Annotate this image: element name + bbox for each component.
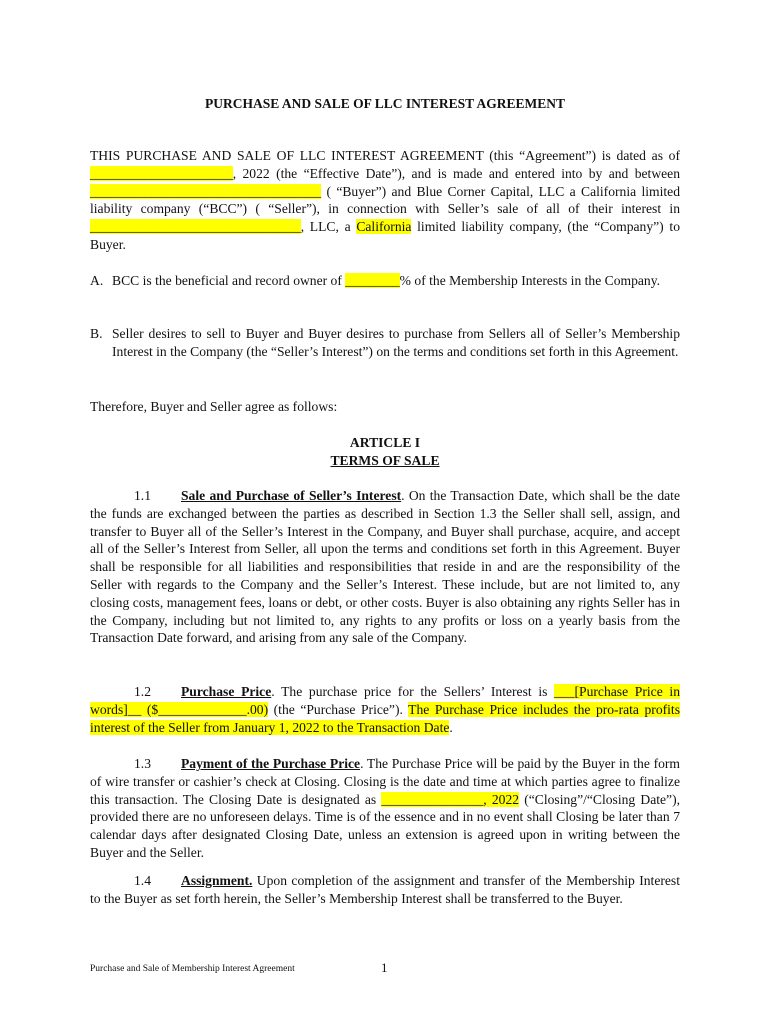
recital-a-text-2: % of the Membership Interests in the Company.: [399, 273, 661, 288]
section-1-1-text: . On the Transaction Date, which shall be the date the funds are exchanged between the parties as described in Section 1.3 the Seller shall sell, assign, and transfer to Buyer all of the Seller’s Interest in the Company, and Buyer shall purchase, acquire, and accept all of the Seller’s Interest from Seller, all upon the terms and conditions set forth in this Agreement. Buyer shall be responsible for all liabilities and responsibilities that reside in and are the responsibility of the Seller with regards to the Company and the Seller’s Interest. These include, but are not limited to, any closing costs, management fees, loans or debt, or other costs. Buyer is also obtaining any rights Seller has in the Company, including but not limited to, any rights to any profits or loss on a yearly basis from the Transaction Date forward, and arising from any sale of the Company.: [90, 488, 680, 646]
recital-a-text-1: BCC is the beneficial and record owner of: [112, 273, 346, 288]
footer-title: Purchase and Sale of Membership Interest Agreement: [90, 964, 295, 974]
section-1-2-text-2: (the “Purchase Price”).: [268, 701, 409, 717]
intro-text-2: , 2022 (the “Effective Date”), and is made and entered into by and between: [232, 165, 680, 181]
closing-date-blank[interactable]: _______________, 2022: [381, 791, 520, 807]
article-heading: [0, 452, 770, 469]
pro-rata-highlight: The Purchase Price includes the pro-rata profits interest of the Seller from January 1, 2022 to the Transaction Date: [90, 701, 680, 735]
section-1-3-text-2: (“Closing”/“Closing Date”), provided there are no unforeseen delays. Time is of the essence and in no event shall Closing be later than 7 calendar days after designated Closing Date, unless an extension is agreed upon in writing between the Buyer and the Seller.: [90, 791, 680, 860]
recital-b: [90, 325, 680, 361]
company-name-blank[interactable]: _______________________________: [90, 219, 301, 235]
intro-text-5: limited liability company, (the “Company”) to Buyer.: [90, 219, 680, 252]
section-1-4-heading: Assignment.: [181, 873, 253, 888]
recital-a-text: [112, 272, 680, 290]
recital-b-marker: B.: [90, 326, 103, 341]
intro-text-4: , LLC, a: [300, 219, 357, 235]
ownership-percent-blank[interactable]: ________: [345, 273, 400, 288]
section-1-4-number: 1.4: [134, 873, 151, 888]
article-title: TERMS OF SALE: [330, 453, 440, 468]
page-number: 1: [381, 960, 388, 975]
document-title: PURCHASE AND SALE OF LLC INTEREST AGREEMENT: [204, 96, 566, 111]
section-1-2: [90, 683, 680, 736]
intro-text-3: ( “Buyer”) and Blue Corner Capital, LLC a California limited liability company (“BCC”) ( “Seller”), in connection with Seller’s sale of all of their interest in: [90, 183, 680, 217]
section-1-2-text-3: .: [449, 719, 453, 735]
buyer-name-blank[interactable]: __________________________________: [90, 183, 322, 199]
section-1-3-text-1: . The Purchase Price will be paid by the Buyer in the form of wire transfer or cashier’s check at Closing. Closing is the date and time at which parties agree to finalize this transaction. The Closing Date is designated as: [90, 756, 680, 807]
section-1-2-text-1: . The purchase price for the Sellers’ Interest is: [271, 684, 555, 699]
intro-paragraph: [90, 147, 680, 254]
section-1-1-number: 1.1: [134, 488, 151, 503]
section-1-1-heading: Sale and Purchase of Seller’s Interest: [181, 488, 402, 503]
recital-a-marker: A.: [90, 273, 104, 288]
section-1-1: [90, 487, 680, 647]
therefore-clause: Therefore, Buyer and Seller agree as follows:: [90, 399, 338, 414]
section-1-2-number: 1.2: [134, 684, 151, 699]
recital-b-text: Seller desires to sell to Buyer and Buyer desires to purchase from Sellers all of Seller’s Membership Interest in the Company (the “Seller’s Interest”) on the terms and conditions set forth in this Agreement.: [112, 326, 680, 359]
section-1-2-heading: Purchase Price: [181, 684, 272, 699]
section-1-4-text: Upon completion of the assignment and transfer of the Membership Interest to the Buyer as set forth herein, the Seller’s Membership Interest shall be transferred to the Buyer.: [90, 873, 680, 906]
effective-date-blank[interactable]: _____________________: [90, 165, 233, 181]
section-1-4: [90, 872, 680, 908]
intro-text-1: THIS PURCHASE AND SALE OF LLC INTEREST AGREEMENT (this “Agreement”) is dated as of: [90, 148, 680, 163]
section-1-3-number: 1.3: [134, 756, 151, 771]
purchase-price-blank[interactable]: ___[Purchase Price in words]__ ($_____________.00): [90, 684, 680, 717]
section-1-3-heading: Payment of the Purchase Price: [181, 756, 361, 771]
state-highlight[interactable]: California: [356, 219, 412, 235]
recital-a: [90, 272, 680, 290]
section-1-3: [90, 755, 680, 862]
article-number: ARTICLE I: [349, 435, 421, 450]
